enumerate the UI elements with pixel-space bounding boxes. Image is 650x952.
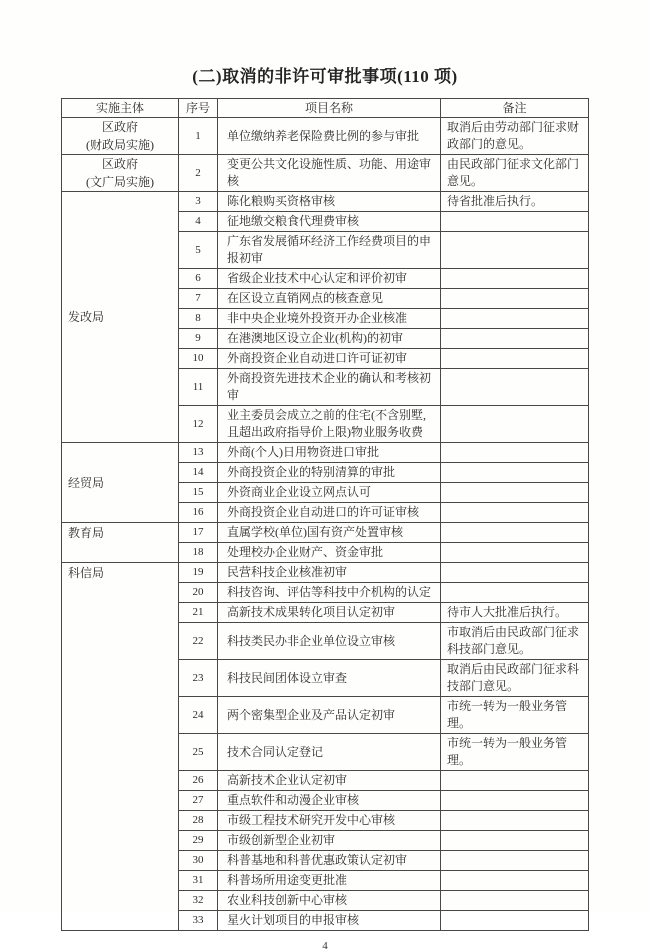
project-name-cell: 外商投资企业的特别清算的审批 (218, 463, 441, 483)
remark-cell (441, 911, 589, 931)
remark-cell (441, 212, 589, 232)
remark-cell (441, 563, 589, 583)
project-name-cell: 市级创新型企业初审 (218, 831, 441, 851)
project-name-cell: 科普场所用途变更批准 (218, 871, 441, 891)
remark-cell (441, 771, 589, 791)
project-name-cell: 农业科技创新中心审核 (218, 891, 441, 911)
remark-cell (441, 583, 589, 603)
subject-cell-kxj: 科信局 (62, 563, 179, 931)
remark-cell (441, 811, 589, 831)
remark-cell: 市统一转为一般业务管理。 (441, 697, 589, 734)
serial-cell: 5 (179, 232, 218, 269)
serial-cell: 13 (179, 443, 218, 463)
serial-cell: 15 (179, 483, 218, 503)
serial-cell: 29 (179, 831, 218, 851)
remark-cell (441, 269, 589, 289)
project-name-cell: 市级工程技术研究开发中心审核 (218, 811, 441, 831)
subject-cell-qzf-wgj: 区政府 (文广局实施) (62, 155, 179, 192)
subject-cell-jmj: 经贸局 (62, 443, 179, 523)
remark-cell (441, 891, 589, 911)
project-name-cell: 陈化粮购买资格审核 (218, 192, 441, 212)
header-subject: 实施主体 (62, 99, 179, 118)
table-row (62, 118, 589, 155)
serial-cell: 3 (179, 192, 218, 212)
project-name-cell: 技术合同认定登记 (218, 734, 441, 771)
project-name-cell: 外资商业企业设立网点认可 (218, 483, 441, 503)
serial-cell: 22 (179, 623, 218, 660)
serial-cell: 19 (179, 563, 218, 583)
serial-cell: 28 (179, 811, 218, 831)
serial-cell: 25 (179, 734, 218, 771)
project-name-cell: 外商投资企业自动进口许可证初审 (218, 349, 441, 369)
table-row (62, 443, 589, 463)
serial-cell: 7 (179, 289, 218, 309)
project-name-cell: 科技咨询、评估等科技中介机构的认定 (218, 583, 441, 603)
remark-cell (441, 851, 589, 871)
remark-cell (441, 503, 589, 523)
remark-cell (441, 369, 589, 406)
remark-cell: 待省批准后执行。 (441, 192, 589, 212)
project-name-cell: 科技民间团体设立审查 (218, 660, 441, 697)
project-name-cell: 在区设立直销网点的核查意见 (218, 289, 441, 309)
serial-cell: 16 (179, 503, 218, 523)
serial-cell: 23 (179, 660, 218, 697)
remark-cell (441, 443, 589, 463)
header-remark: 备注 (441, 99, 589, 118)
subject-cell-jyj: 教育局 (62, 523, 179, 563)
approval-items-table (61, 98, 589, 931)
header-serial: 序号 (179, 99, 218, 118)
project-name-cell: 高新技术成果转化项目认定初审 (218, 603, 441, 623)
project-name-cell: 科技类民办非企业单位设立审核 (218, 623, 441, 660)
project-name-cell: 民营科技企业核准初审 (218, 563, 441, 583)
table-row (62, 155, 589, 192)
remark-cell (441, 791, 589, 811)
project-name-cell: 外商(个人)日用物资进口审批 (218, 443, 441, 463)
subject-cell-qzf-czj: 区政府 (财政局实施) (62, 118, 179, 155)
table-row (62, 563, 589, 583)
serial-cell: 11 (179, 369, 218, 406)
remark-cell: 取消后由民政部门征求科技部门意见。 (441, 660, 589, 697)
serial-cell: 1 (179, 118, 218, 155)
remark-cell (441, 349, 589, 369)
serial-cell: 2 (179, 155, 218, 192)
remark-cell: 取消后由劳动部门征求财政部门的意见。 (441, 118, 589, 155)
project-name-cell: 在港澳地区设立企业(机构)的初审 (218, 329, 441, 349)
serial-cell: 24 (179, 697, 218, 734)
serial-cell: 6 (179, 269, 218, 289)
serial-cell: 26 (179, 771, 218, 791)
remark-cell (441, 831, 589, 851)
project-name-cell: 直属学校(单位)国有资产处置审核 (218, 523, 441, 543)
project-name-cell: 非中央企业境外投资开办企业核准 (218, 309, 441, 329)
project-name-cell: 两个密集型企业及产品认定初审 (218, 697, 441, 734)
remark-cell: 待市人大批准后执行。 (441, 603, 589, 623)
table-row (62, 192, 589, 212)
serial-cell: 17 (179, 523, 218, 543)
serial-cell: 18 (179, 543, 218, 563)
project-name-cell: 科普基地和科普优惠政策认定初审 (218, 851, 441, 871)
serial-cell: 14 (179, 463, 218, 483)
page-number: 4 (322, 940, 328, 952)
project-name-cell: 外商投资先进技术企业的确认和考核初审 (218, 369, 441, 406)
serial-cell: 30 (179, 851, 218, 871)
serial-cell: 33 (179, 911, 218, 931)
project-name-cell: 变更公共文化设施性质、功能、用途审核 (218, 155, 441, 192)
remark-cell (441, 406, 589, 443)
serial-cell: 4 (179, 212, 218, 232)
subject-cell-fgj: 发改局 (62, 192, 179, 443)
project-name-cell: 省级企业技术中心认定和评价初审 (218, 269, 441, 289)
remark-cell (441, 483, 589, 503)
project-name-cell: 高新技术企业认定初审 (218, 771, 441, 791)
remark-cell (441, 289, 589, 309)
serial-cell: 12 (179, 406, 218, 443)
remark-cell: 市取消后由民政部门征求科技部门意见。 (441, 623, 589, 660)
project-name-cell: 星火计划项目的申报审核 (218, 911, 441, 931)
project-name-cell: 征地缴交粮食代理费审核 (218, 212, 441, 232)
serial-cell: 27 (179, 791, 218, 811)
remark-cell: 由民政部门征求文化部门意见。 (441, 155, 589, 192)
remark-cell (441, 523, 589, 543)
remark-cell (441, 871, 589, 891)
remark-cell (441, 329, 589, 349)
project-name-cell: 处理校办企业财产、资金审批 (218, 543, 441, 563)
remark-cell (441, 309, 589, 329)
table-header-row (62, 99, 589, 118)
serial-cell: 21 (179, 603, 218, 623)
page-title: (二)取消的非许可审批事项(110 项) (192, 67, 458, 86)
remark-cell: 市统一转为一般业务管理。 (441, 734, 589, 771)
serial-cell: 20 (179, 583, 218, 603)
remark-cell (441, 543, 589, 563)
serial-cell: 32 (179, 891, 218, 911)
serial-cell: 31 (179, 871, 218, 891)
remark-cell (441, 232, 589, 269)
project-name-cell: 外商投资企业自动进口的许可证审核 (218, 503, 441, 523)
project-name-cell: 广东省发展循环经济工作经费项目的申报初审 (218, 232, 441, 269)
header-project-name: 项目名称 (218, 99, 441, 118)
serial-cell: 8 (179, 309, 218, 329)
table-row (62, 523, 589, 543)
project-name-cell: 单位缴纳养老保险费比例的参与审批 (218, 118, 441, 155)
remark-cell (441, 463, 589, 483)
serial-cell: 10 (179, 349, 218, 369)
project-name-cell: 重点软件和动漫企业审核 (218, 791, 441, 811)
project-name-cell: 业主委员会成立之前的住宅(不含别墅,且超出政府指导价上限)物业服务收费 (218, 406, 441, 443)
serial-cell: 9 (179, 329, 218, 349)
